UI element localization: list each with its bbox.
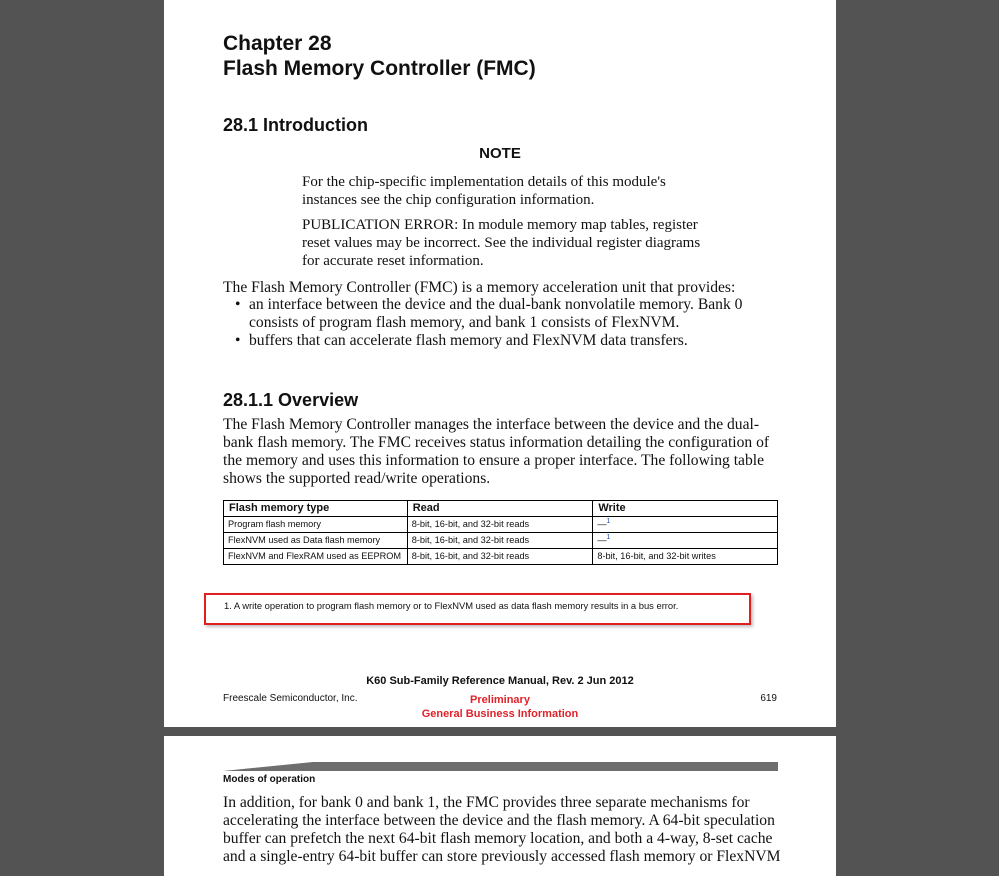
footer-preliminary: Preliminary (470, 694, 530, 706)
modes-paragraph: In addition, for bank 0 and bank 1, the FMC provides three separate mechanisms for accelerating the interface between the device and the flash memory. A 64-bit speculation buffer can prefetch the next 64-bit flash memory location, and both a 4-way, 8-set cache and a single-entry 64-bit buffer can store previously accessed flash memory or FlexNVM (223, 794, 781, 865)
bullet-dot-icon: • (235, 296, 241, 313)
highlighted-footnote-box (204, 593, 751, 625)
footer-company: Freescale Semiconductor, Inc. (223, 693, 358, 704)
table-cell (593, 517, 778, 533)
table-cell: 8-bit, 16-bit, and 32-bit reads (407, 533, 593, 549)
chapter-title: Flash Memory Controller (FMC) (223, 57, 536, 80)
footer-business-info: General Business Information (421, 708, 579, 720)
bullet-text: an interface between the device and the dual-bank nonvolatile memory. Bank 0 consists of program flash memory, and bank 1 consists of FlexNVM. (249, 296, 743, 331)
table-cell: 8-bit, 16-bit, and 32-bit reads (407, 549, 593, 565)
bullet-dot-icon: • (235, 332, 241, 349)
chapter-number: Chapter 28 (223, 32, 332, 55)
table-header-row (224, 501, 778, 517)
note-paragraph-1: For the chip-specific implementation details of this module's instances see the chip configuration information. (302, 174, 666, 208)
bullet-item (223, 296, 783, 332)
footer-manual-title: K60 Sub-Family Reference Manual, Rev. 2 Jun 2012 (366, 675, 634, 687)
bullet-item (223, 332, 783, 350)
table-header-cell: Read (407, 501, 593, 517)
footer-classification (164, 693, 836, 721)
section-heading-introduction: 28.1 Introduction (223, 115, 369, 135)
table-cell: FlexNVM and FlexRAM used as EEPROM (224, 549, 408, 565)
intro-paragraph: The Flash Memory Controller (FMC) is a memory acceleration unit that provides: (223, 279, 736, 296)
table-header-cell: Write (593, 501, 778, 517)
table-cell (593, 533, 778, 549)
footnote-link[interactable]: 1 (606, 517, 611, 525)
table-row (224, 517, 778, 533)
read-write-operations-table (223, 500, 778, 565)
table-cell: 8-bit, 16-bit, and 32-bit reads (407, 517, 593, 533)
section-heading-overview: 28.1.1 Overview (223, 390, 359, 410)
running-header-bar-wedge (223, 762, 313, 771)
document-page-620 (164, 736, 836, 876)
table-cell: FlexNVM used as Data flash memory (224, 533, 408, 549)
table-cell: 8-bit, 16-bit, and 32-bit writes (593, 549, 778, 565)
table-row (224, 533, 778, 549)
overview-paragraph: The Flash Memory Controller manages the interface between the device and the dual-bank flash memory. The FMC receives status information detailing the configuration of the memory and uses this information to ensure a proper interface. The following table shows the supported read/write operations. (223, 416, 770, 487)
intro-bullet-list (223, 296, 783, 350)
note-title: NOTE (479, 145, 521, 162)
table-footnote: 1. A write operation to program flash memory or to FlexNVM used as data flash memory results in a bus error. (224, 600, 679, 611)
table-row (224, 549, 778, 565)
table-cell-text: — (597, 535, 607, 545)
table-cell-text: — (597, 519, 607, 529)
note-paragraph-2: PUBLICATION ERROR: In module memory map tables, register reset values may be incorrect. See the individual register diagrams for accurate reset information. (302, 217, 701, 269)
table-header-cell: Flash memory type (224, 501, 408, 517)
table-cell: Program flash memory (224, 517, 408, 533)
document-page-619 (164, 0, 836, 727)
bullet-text: buffers that can accelerate flash memory and FlexNVM data transfers. (249, 332, 688, 349)
running-header-label: Modes of operation (223, 774, 316, 785)
footnote-link[interactable]: 1 (606, 533, 611, 541)
page-number: 619 (760, 693, 777, 704)
